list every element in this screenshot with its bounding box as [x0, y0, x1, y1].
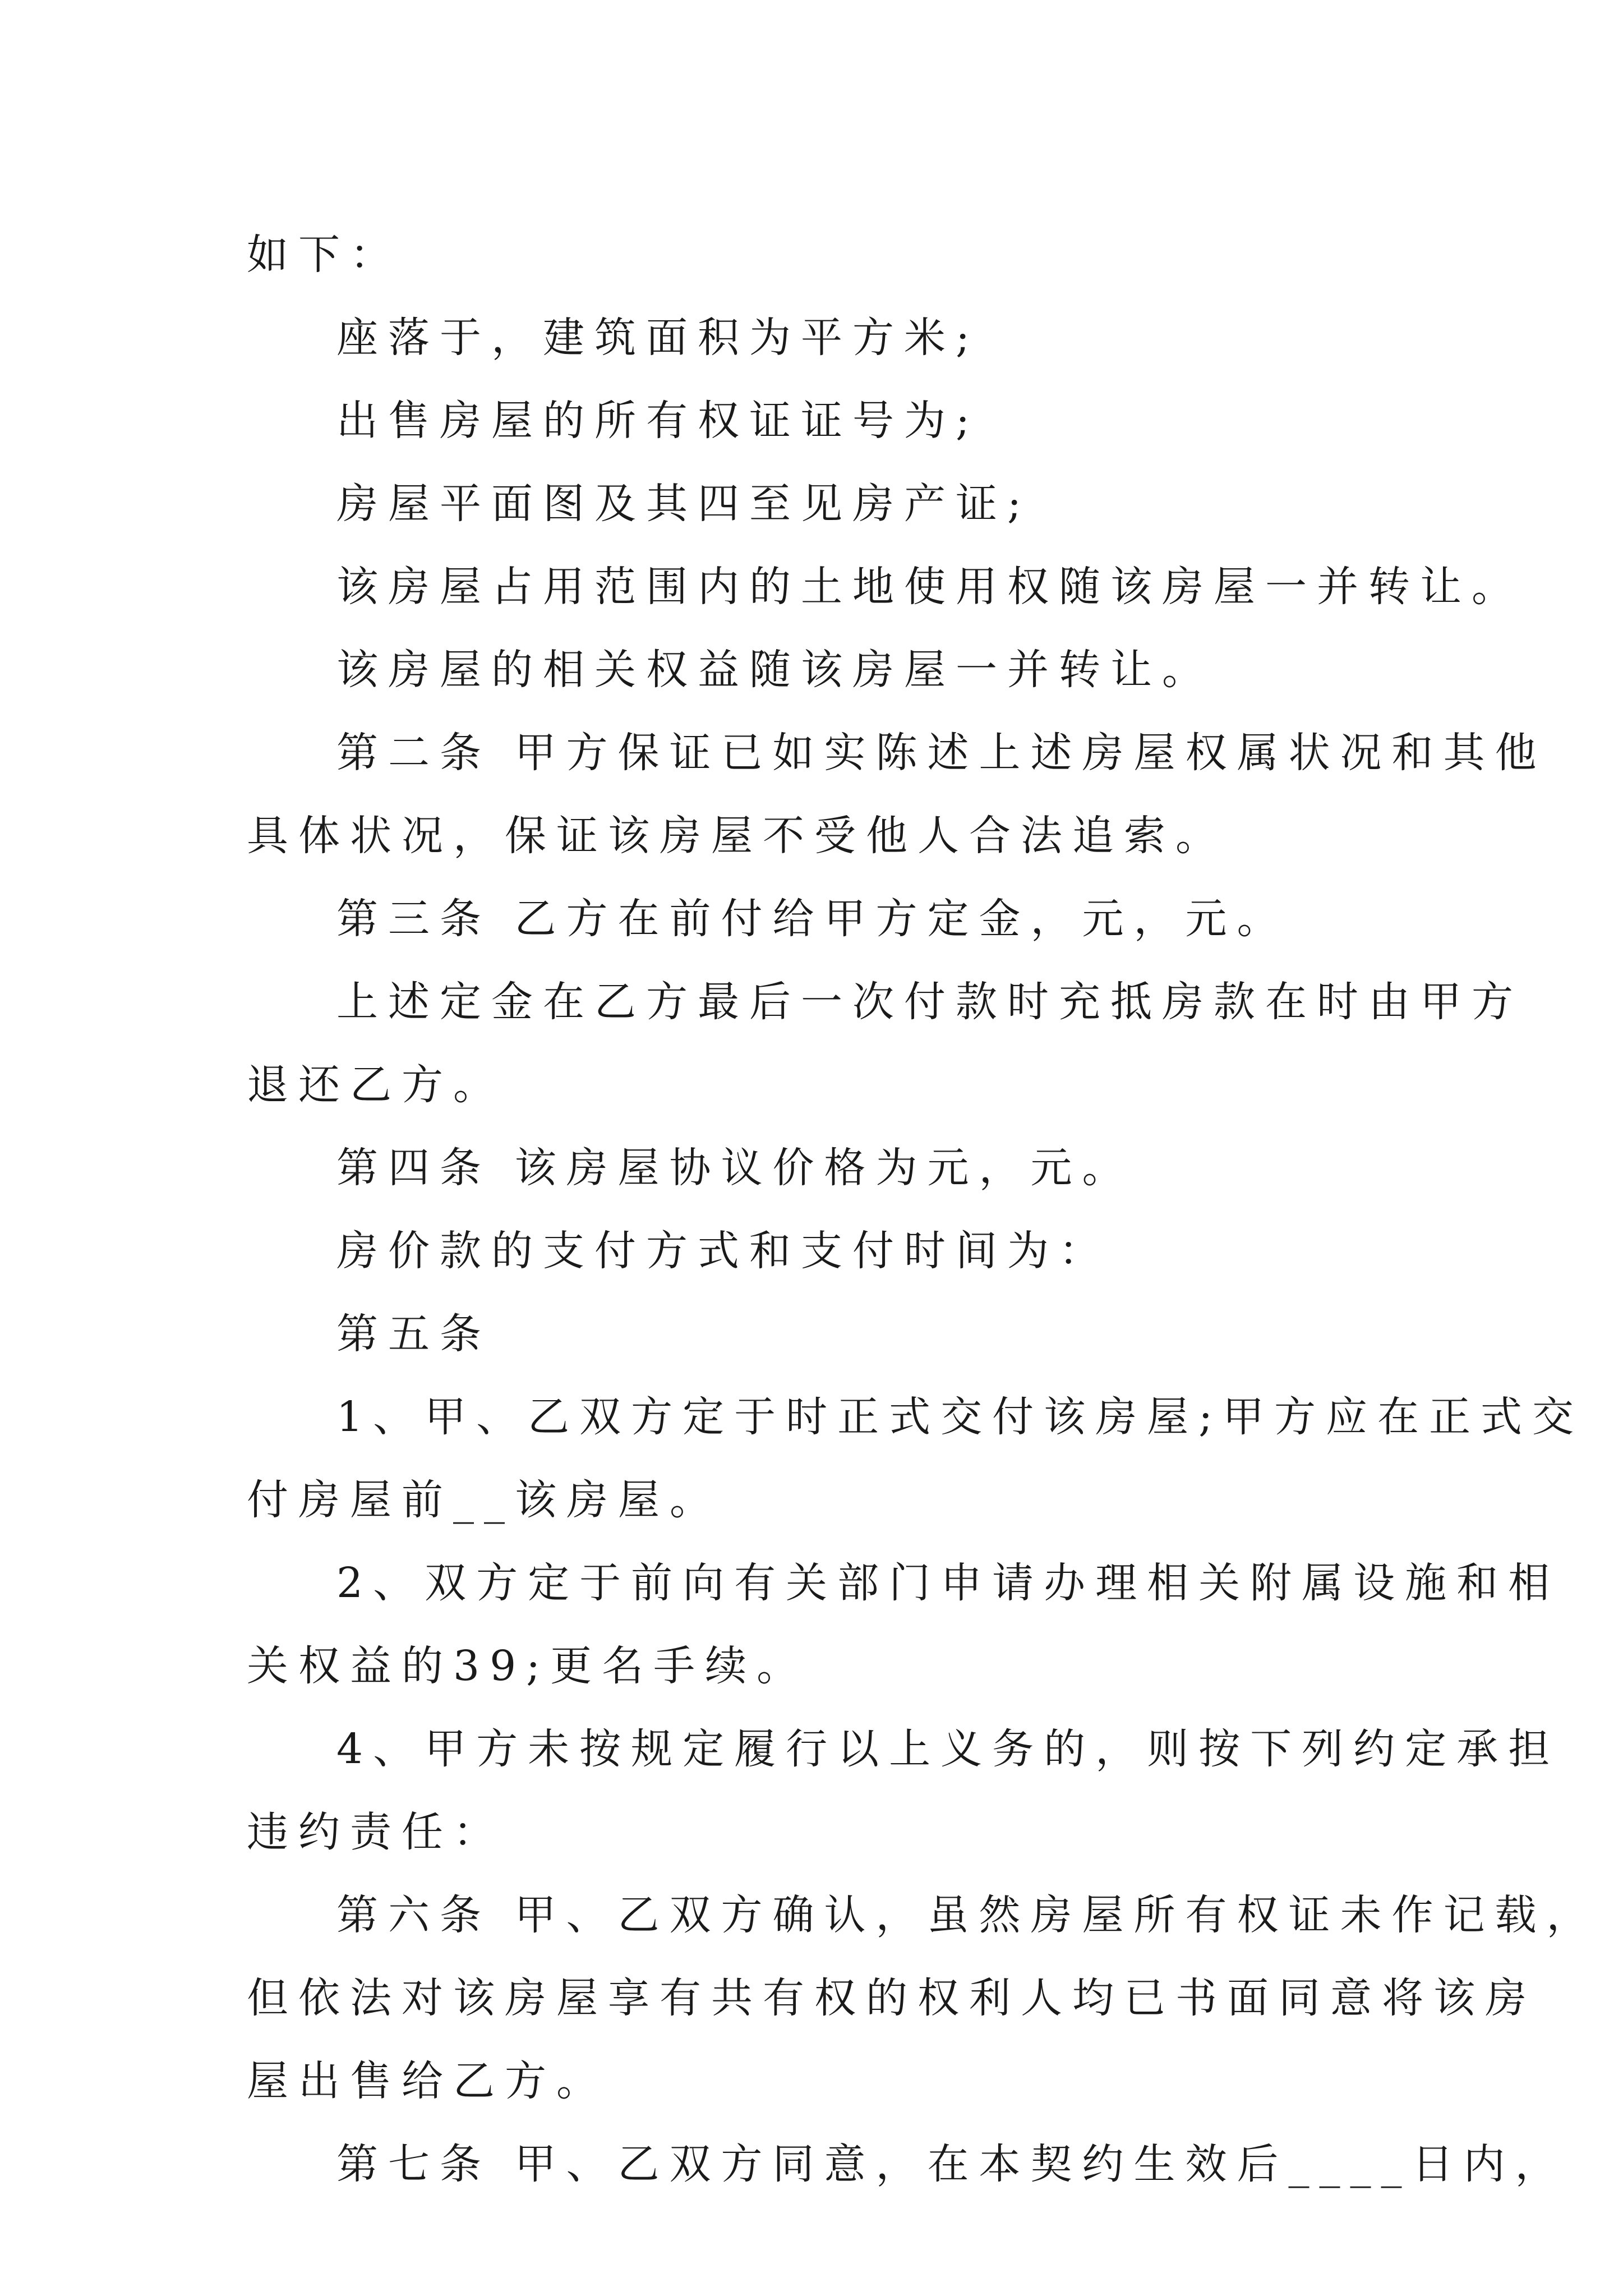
- text-line: 2、双方定于前向有关部门申请办理相关附属设施和相: [336, 1559, 1560, 1607]
- text-line: 第二条 甲方保证已如实陈述上述房屋权属状况和其他: [336, 729, 1547, 777]
- text-line: 1、甲、乙双方定于时正式交付该房屋;甲方应在正式交: [336, 1393, 1584, 1441]
- text-line: 第三条 乙方在前付给甲方定金，元，元。: [336, 895, 1289, 943]
- text-line: 违约责任：: [247, 1808, 505, 1856]
- text-line: 关权益的39;更名手续。: [247, 1642, 809, 1690]
- text-line: 第六条 甲、乙双方确认，虽然房屋所有权证未作记载，: [336, 1891, 1598, 1939]
- text-line: 房屋平面图及其四至见房产证;: [336, 480, 1031, 528]
- text-line: 座落于，建筑面积为平方米;: [336, 314, 980, 362]
- text-line: 具体状况，保证该房屋不受他人合法追索。: [247, 812, 1227, 860]
- text-line: 该房屋的相关权益随该房屋一并转让。: [336, 646, 1214, 694]
- text-line: 第五条: [336, 1310, 491, 1358]
- text-line: 出售房屋的所有权证证号为;: [336, 397, 980, 445]
- text-line: 第七条 甲、乙双方同意，在本契约生效后____日内，: [336, 2140, 1567, 2188]
- text-line: 付房屋前__该房屋。: [247, 1476, 721, 1524]
- text-line: 屋出售给乙方。: [247, 2057, 608, 2105]
- text-line: 该房屋占用范围内的土地使用权随该房屋一并转让。: [336, 563, 1523, 611]
- document-body: [247, 213, 1598, 2206]
- text-line: 但依法对该房屋享有共有权的权利人均已书面同意将该房: [247, 1974, 1537, 2022]
- text-line: 上述定金在乙方最后一次付款时充抵房款在时由甲方: [336, 978, 1523, 1026]
- text-line: 如下：: [247, 231, 402, 279]
- text-line: 退还乙方。: [247, 1061, 505, 1109]
- text-line: 第四条 该房屋协议价格为元，元。: [336, 1144, 1134, 1192]
- text-line: 4、甲方未按规定履行以上义务的，则按下列约定承担: [336, 1725, 1560, 1773]
- text-line: 房价款的支付方式和支付时间为：: [336, 1227, 1110, 1275]
